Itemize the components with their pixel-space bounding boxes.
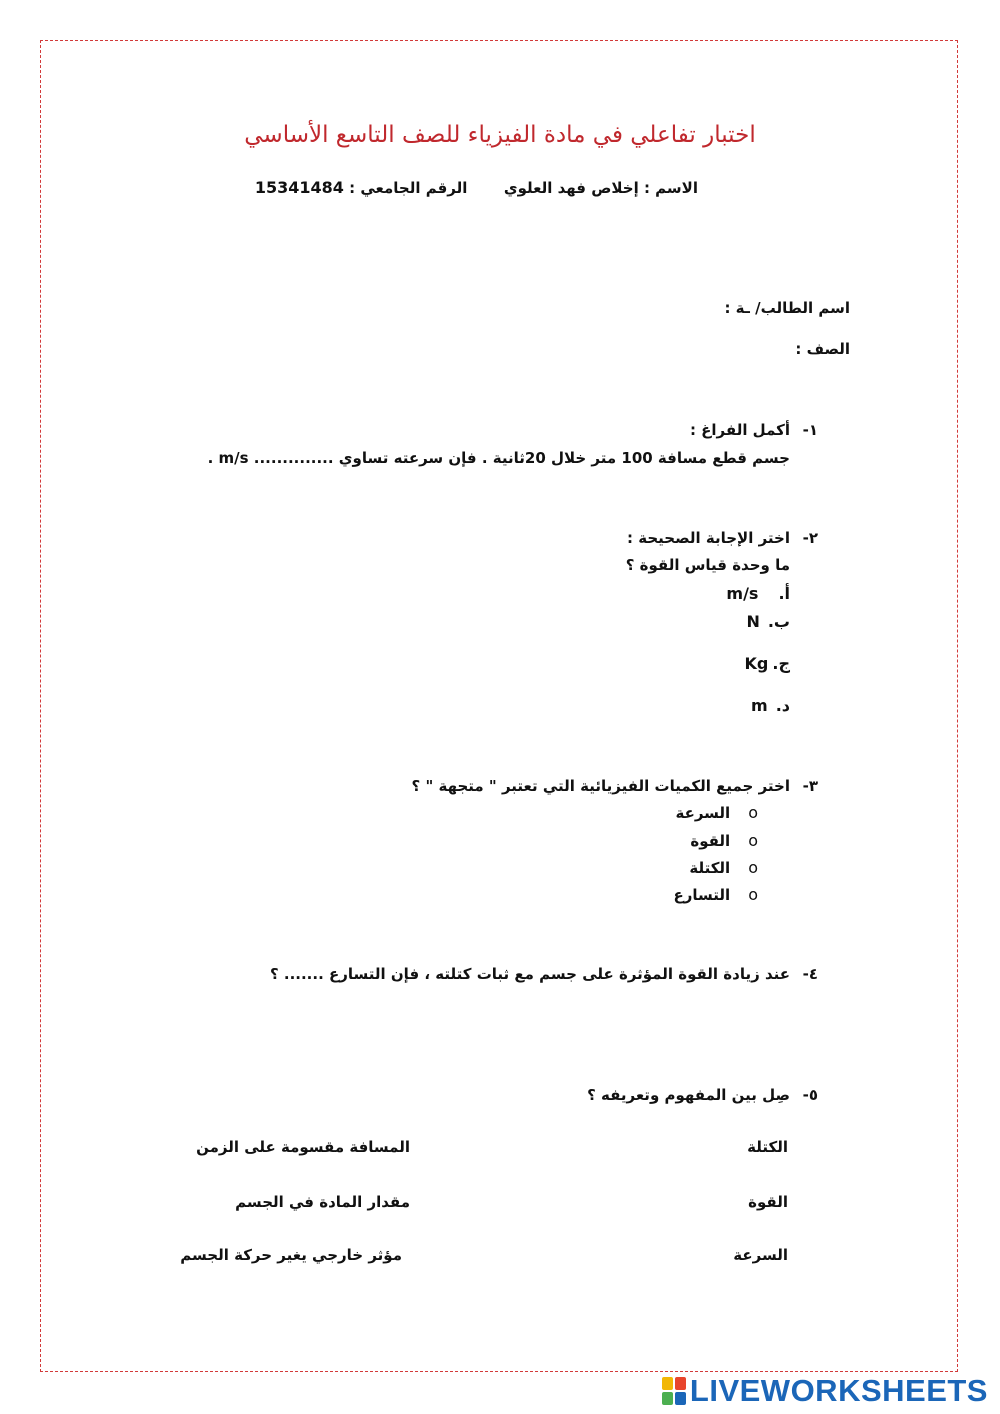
radio-circle-icon[interactable]: o [748, 858, 758, 877]
q2-number: ٢- [802, 529, 818, 547]
class-label: الصف : [795, 340, 850, 358]
author-line [255, 178, 698, 197]
page-border [40, 40, 958, 1372]
q1-heading: أكمل الفراغ : [689, 421, 790, 439]
q2-option-value: N [746, 612, 760, 631]
author-name: الاسم : إخلاص فهد العلوي [503, 179, 698, 197]
q3-option-label: القوة [690, 832, 731, 850]
q2-option-a[interactable] [726, 584, 790, 603]
liveworksheets-logo-icon [662, 1377, 686, 1405]
q1-text: جسم قطع مسافة 100 متر خلال 20ثانية . فإن سرعته تساوي .............. m/s . [207, 449, 790, 467]
q4-text: عند زيادة القوة المؤثرة على جسم مع ثبات كتلته ، فإن التسارع ....... ؟ [269, 965, 790, 983]
radio-circle-icon[interactable]: o [748, 803, 758, 822]
q3-heading: اختر جميع الكميات الفيزيائية التي تعتبر " متجهة " ؟ [411, 777, 790, 795]
q2-option-letter: ب. [767, 612, 790, 631]
logo-square [662, 1377, 673, 1390]
q2-option-letter: أ. [778, 584, 790, 603]
q5-concept[interactable]: القوة [748, 1193, 788, 1211]
liveworksheets-logo [662, 1374, 988, 1408]
q3-option-2[interactable] [690, 831, 758, 850]
student-id-label: الرقم الجامعي : [349, 179, 468, 197]
student-id-value: 15341484 [254, 178, 344, 197]
q2-heading: اختر الإجابة الصحيحة : [627, 529, 790, 547]
logo-square [675, 1392, 686, 1405]
page-title: اختبار تفاعلي في مادة الفيزياء للصف التاسع الأساسي [244, 122, 756, 148]
q3-option-1[interactable] [675, 803, 758, 822]
q2-option-b[interactable] [746, 612, 790, 631]
q5-number: ٥- [802, 1086, 818, 1104]
q3-option-label: الكتلة [689, 859, 731, 877]
q5-concept[interactable]: الكتلة [747, 1138, 788, 1156]
q5-heading: صِل بين المفهوم وتعريفه ؟ [587, 1086, 790, 1104]
q2-option-value: m [751, 696, 768, 715]
q3-option-label: السرعة [675, 804, 731, 822]
q2-option-d[interactable] [751, 696, 790, 715]
q3-option-4[interactable] [674, 885, 758, 904]
q4-number: ٤- [802, 965, 818, 983]
logo-square [662, 1392, 673, 1405]
q2-question: ما وحدة قياس القوة ؟ [625, 556, 790, 574]
q2-option-letter: ج. [772, 654, 790, 673]
q3-option-label: التسارع [673, 886, 731, 904]
q3-number: ٣- [802, 777, 818, 795]
radio-circle-icon[interactable]: o [748, 885, 758, 904]
q5-concept[interactable]: السرعة [733, 1246, 788, 1264]
q2-option-letter: د. [775, 696, 790, 715]
liveworksheets-logo-text: LIVEWORKSHEETS [689, 1373, 988, 1408]
q5-definition[interactable]: مؤثر خارجي يغير حركة الجسم [180, 1246, 402, 1264]
q2-option-c[interactable] [745, 654, 790, 673]
q5-definition[interactable]: مقدار المادة في الجسم [235, 1193, 410, 1211]
q2-option-value: m/s [726, 584, 759, 603]
radio-circle-icon[interactable]: o [748, 831, 758, 850]
q3-option-3[interactable] [689, 858, 758, 877]
q1-number: ١- [802, 421, 818, 439]
student-name-label: اسم الطالب/ ـة : [724, 299, 850, 317]
logo-square [675, 1377, 686, 1390]
q2-option-value: Kg [744, 654, 769, 673]
q5-definition[interactable]: المسافة مقسومة على الزمن [196, 1138, 410, 1156]
